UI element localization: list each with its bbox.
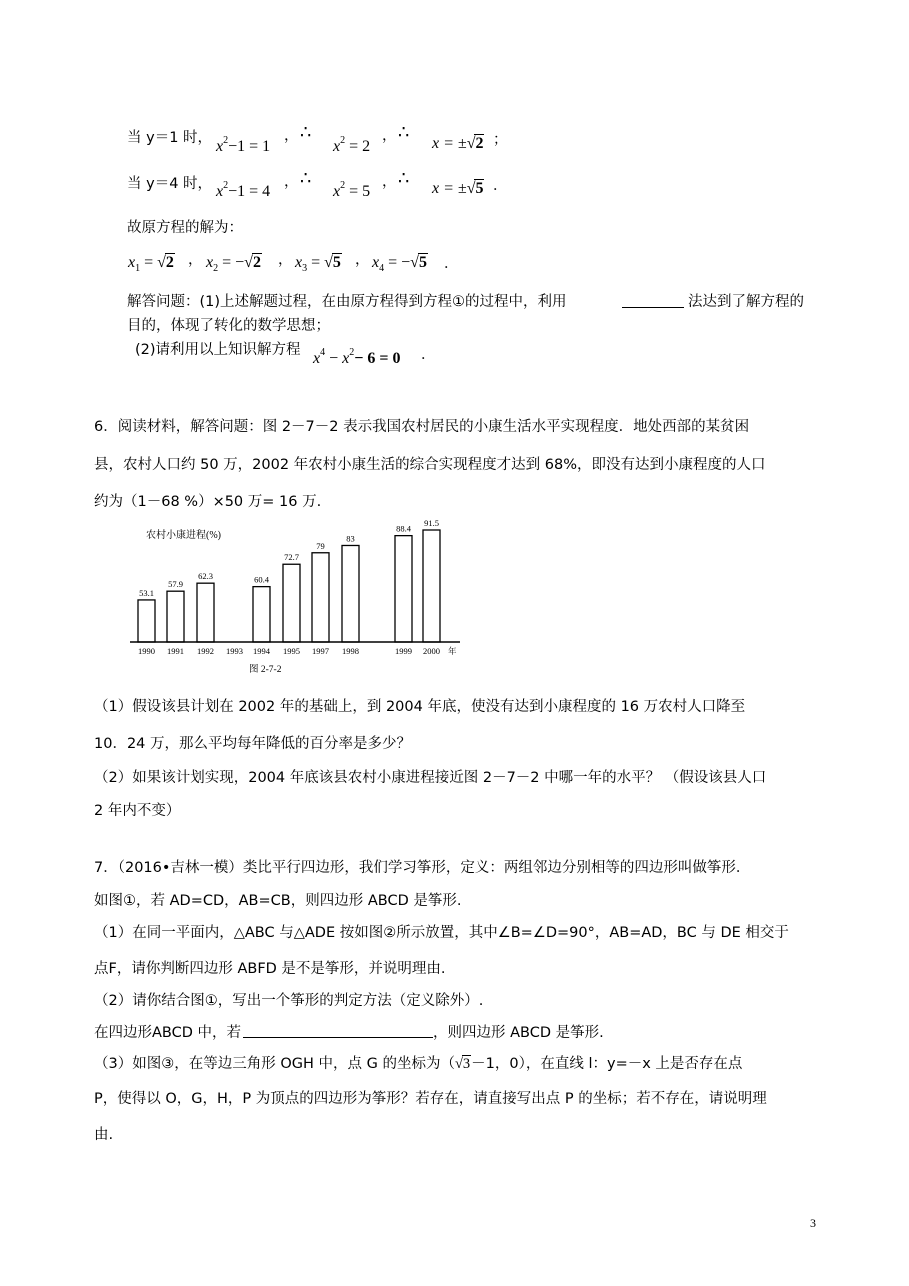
bar-value-label-2000: 91.5 <box>424 520 439 528</box>
bar-1995 <box>283 564 300 642</box>
problem-6-q2-line-2: 2 年内不变） <box>94 803 181 819</box>
problem-7-line-6a: 在四边形ABCD 中，若 <box>94 1025 242 1041</box>
bar-1994 <box>253 587 270 642</box>
bar-1997 <box>312 553 329 642</box>
problem-6-q1-line-1: （1）假设该县计划在 2002 年的基础上，到 2004 年底，使没有达到小康程度的 16 万农村人口降至 <box>94 699 746 715</box>
x-tick-label-1990: 1990 <box>138 646 155 656</box>
bar-1992 <box>197 583 214 642</box>
bar-value-label-1991: 57.9 <box>168 579 183 590</box>
chart-title: 农村小康进程(%) <box>146 530 221 541</box>
bar-2000 <box>423 530 440 642</box>
x-axis-unit-label: 年 <box>448 646 457 656</box>
equation-x2-minus1-eq4: $x^2-1 = 4$ <box>216 180 271 200</box>
therefore-symbol: ∴ <box>398 122 410 143</box>
answer-blank-method[interactable] <box>622 292 684 308</box>
therefore-symbol: ∴ <box>398 168 410 189</box>
problem-7-line-6b: ，则四边形 ABCD 是筝形. <box>433 1025 604 1041</box>
bar-value-label-1994: 60.4 <box>254 574 269 585</box>
solution-label: 故原方程的解为： <box>127 220 243 236</box>
equation-x2-minus1-eq1: $x^2-1 = 1$ <box>216 135 271 155</box>
equation-x-pm-sqrt2: x = ±√2 <box>432 135 484 152</box>
problem-7-line-4: 点F，请你判断四边形 ABFD 是不是筝形，并说明理由. <box>94 961 446 977</box>
bar-1991 <box>167 591 184 642</box>
therefore-symbol: ∴ <box>300 122 312 143</box>
bar-value-label-1995: 72.7 <box>284 552 299 563</box>
solution-x4: $x_4 = -√5$ <box>372 254 427 274</box>
problem-6-line-1: 6．阅读材料，解答问题：图 2－7－2 表示我国农村居民的小康生活水平实现程度．地处西部的某贫困 <box>94 419 750 435</box>
x-tick-label-1998: 1998 <box>342 646 359 656</box>
x-tick-label-1995: 1995 <box>283 646 300 656</box>
problem-7-line-7: （3）如图③，在等边三角形 OGH 中，点 G 的坐标为（√3－1，0），在直线 l：y=－x 上是否存在点 <box>94 1056 743 1072</box>
equation-x4-minus-x2-minus6: $x^4 - x^2- 6 = 0$ <box>313 347 401 367</box>
problem-7-line-5: （2）请你结合图①，写出一个筝形的判定方法（定义除外）. <box>94 993 484 1009</box>
problem-7-line-8: P，使得以 O，G，H，P 为顶点的四边形为筝形？若存在，请直接写出点 P 的坐标；若不存在，请说明理 <box>94 1091 767 1107</box>
x-tick-label-2000: 2000 <box>423 646 440 656</box>
equation-x2-eq2: $x^2 = 2$ <box>333 135 371 155</box>
x-tick-label-1993: 1993 <box>226 646 243 656</box>
case-y1-label: 当 y＝1 时， <box>127 130 213 146</box>
x-tick-label-1991: 1991 <box>167 646 184 656</box>
equation-x2-eq5: $x^2 = 5$ <box>333 180 371 200</box>
problem-7-line-9: 由. <box>94 1127 114 1143</box>
problem-7-line-3: （1）在同一平面内，△ABC 与△ADE 按如图②所示放置，其中∠B=∠D=90°，AB=AD，BC 与 DE 相交于 <box>94 925 789 941</box>
problem-6-line-2: 县，农村人口约 50 万，2002 年农村小康生活的综合实现程度才达到 68%，即没有达到小康程度的人口 <box>94 457 766 473</box>
problem-6-line-3: 约为（1－68 %）×50 万= 16 万. <box>94 494 322 510</box>
problem-6-q1-line-2: 10．24 万，那么平均每年降低的百分率是多少？ <box>94 736 412 752</box>
answer-blank-kite-criterion[interactable] <box>243 1023 433 1038</box>
x-tick-label-1992: 1992 <box>197 646 214 656</box>
bar-chart-rural-xiaokang <box>126 520 472 682</box>
x-tick-label-1994: 1994 <box>253 646 270 656</box>
solution-x3: $x_3 = √5$ <box>295 254 341 274</box>
bar-value-label-1992: 62.3 <box>198 571 213 582</box>
solution-x2: $x_2 = -√2$ <box>206 254 261 274</box>
sqrt-3: √3 <box>454 1056 471 1072</box>
bar-1998 <box>342 545 359 642</box>
page-number: 3 <box>810 1216 816 1230</box>
x-tick-label-1997: 1997 <box>312 646 329 656</box>
x-tick-label-1999: 1999 <box>395 646 412 656</box>
equation-x-pm-sqrt5: x = ±√5 <box>432 180 484 197</box>
bar-value-label-1997: 79 <box>316 540 325 551</box>
problem-7-line-1: 7．（2016•吉林一模）类比平行四边形，我们学习筝形，定义：两组邻边分别相等的四边形叫做筝形． <box>94 860 751 876</box>
chart-caption: 图 2-7-2 <box>249 665 282 675</box>
case-y4-label: 当 y＝4 时， <box>127 176 213 192</box>
solution-x1: $x_1 = √2$ <box>128 254 174 274</box>
bar-value-label-1999: 88.4 <box>396 523 411 534</box>
bar-1999 <box>395 536 412 642</box>
bar-value-label-1998: 83 <box>346 533 355 544</box>
x-tick-labels <box>138 646 457 656</box>
problem-6-q2-line-1: （2）如果该计划实现，2004 年底该县农村小康进程接近图 2－7－2 中哪一年的水平？ （假设该县人口 <box>94 770 767 786</box>
therefore-symbol: ∴ <box>300 168 312 189</box>
bar-value-label-1990: 53.1 <box>139 587 154 598</box>
problem-7-line-2: 如图①，若 AD=CD，AB=CB，则四边形 ABCD 是筝形. <box>94 893 462 909</box>
bar-1990 <box>138 600 155 642</box>
